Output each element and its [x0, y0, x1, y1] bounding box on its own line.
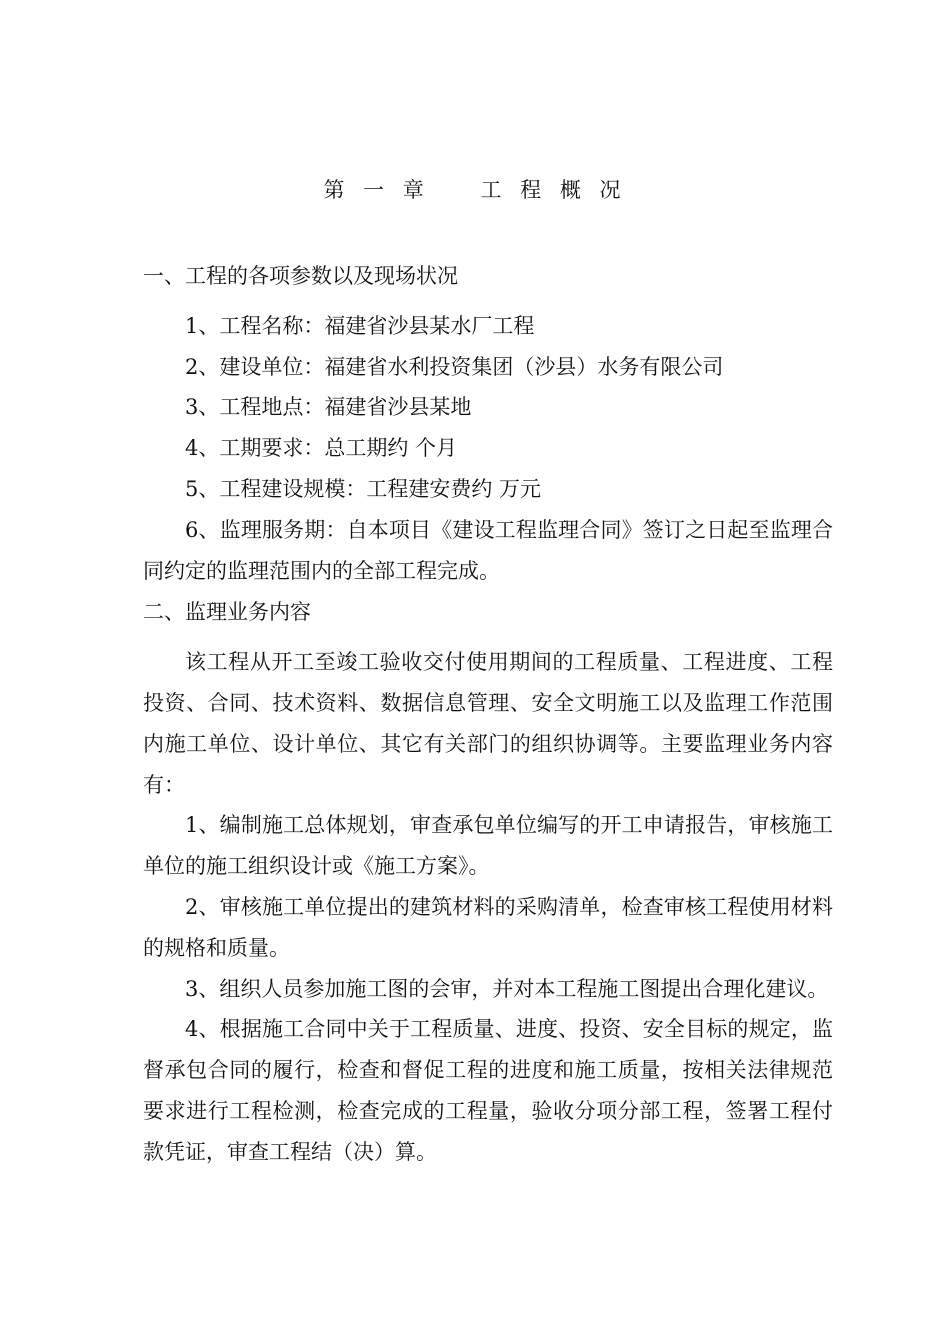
scope-item-drawing-review: 3、组织人员参加施工图的会审，并对本工程施工图提出合理化建议。: [185, 976, 829, 1001]
list-item-scale: 5、工程建设规模：工程建安费约 万元: [185, 476, 542, 501]
section-heading-scope: 二、监理业务内容: [143, 600, 311, 625]
list-item-project-location: 3、工程地点：福建省沙县某地: [185, 395, 472, 420]
list-item-service-period: 6、监理服务期：自本项目《建设工程监理合同》签订之日起至监理合同约定的监理范围内的全部工程完成。: [143, 517, 833, 583]
list-item-project-name: 1、工程名称：福建省沙县某水厂工程: [185, 313, 535, 338]
section-heading-parameters: 一、工程的各项参数以及现场状况: [143, 264, 458, 288]
list-item-construction-unit: 2、建设单位：福建省水利投资集团（沙县）水务有限公司: [185, 354, 724, 379]
scope-intro-paragraph: 该工程从开工至竣工验收交付使用期间的工程质量、工程进度、工程投资、合同、技术资料、数据信息管理、安全文明施工以及监理工作范围内施工单位、设计单位、其它有关部门的组织协调等。主要监理业务内容有：: [143, 650, 833, 797]
chapter-title: 第 一 章 工 程 概 况: [323, 178, 627, 202]
document-body: [143, 256, 833, 1173]
scope-item-planning: 1、编制施工总体规划，审查承包单位编写的开工申请报告，审核施工单位的施工组织设计或《施工方案》。: [143, 813, 833, 879]
scope-item-materials: 2、审核施工单位提出的建筑材料的采购清单，检查审核工程使用材料的规格和质量。: [143, 894, 833, 960]
list-item-schedule: 4、工期要求：总工期约 个月: [185, 436, 458, 461]
scope-item-contract-supervision: 4、根据施工合同中关于工程质量、进度、投资、安全目标的规定，监督承包合同的履行，检查和督促工程的进度和施工质量，按相关法律规范要求进行工程检测，检查完成的工程量，验收分项分部工程，签署工程付款凭证，审查工程结（决）算。: [143, 1017, 833, 1164]
